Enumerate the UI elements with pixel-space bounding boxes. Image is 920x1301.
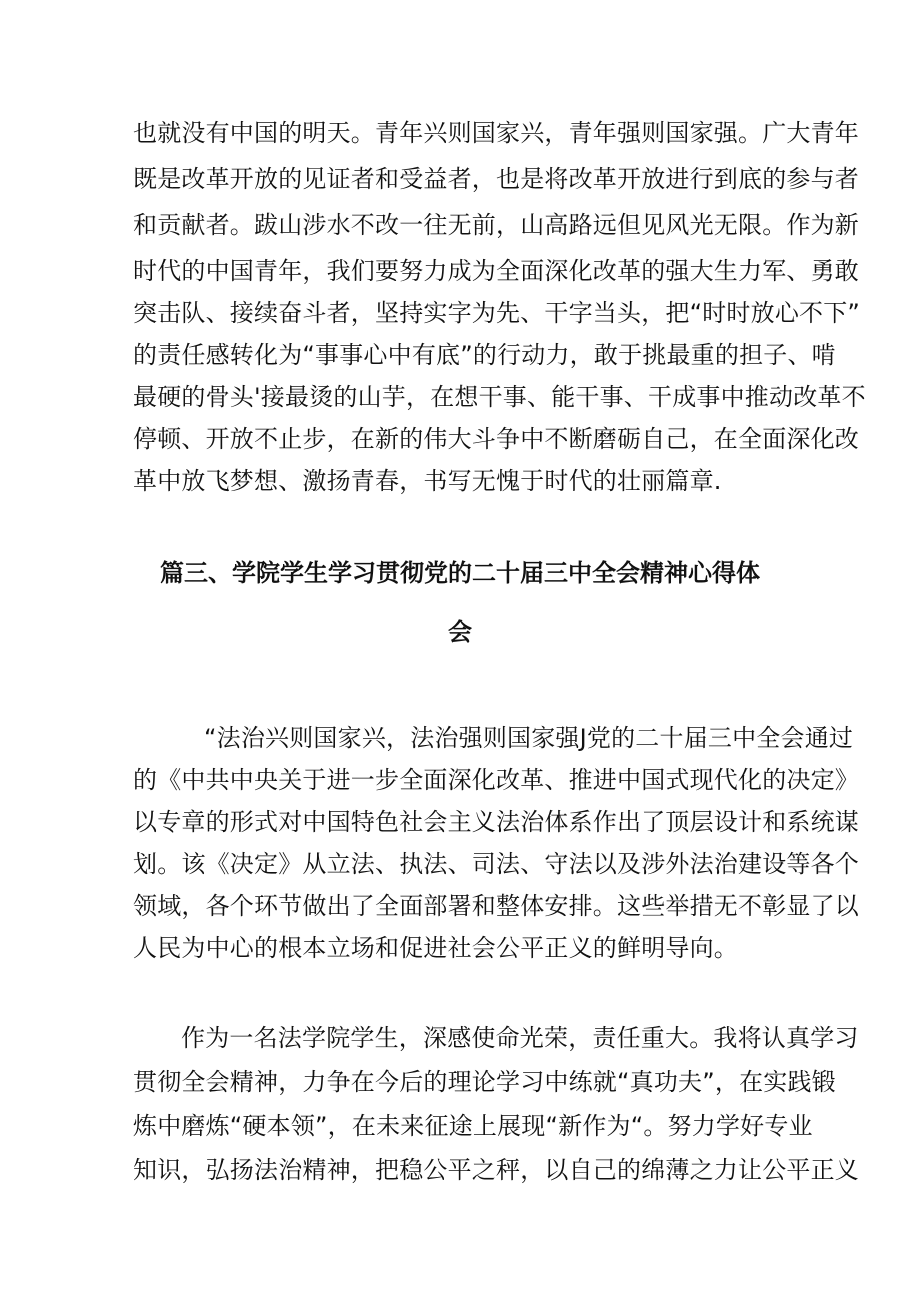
paragraph-1-line-4: 时代的中国青年，我们要努力成为全面深化改革的强大生力军、勇敢 [133,257,859,285]
section-title-line-1: 篇三、学院学生学习贯彻党的二十届三中全会精神心得体 [160,559,760,587]
section-title-line-2: 会 [448,618,472,646]
paragraph-1-line-7: 最硬的骨头'接最烫的山芋，在想干事、能干事、干成事中推动改革不 [133,383,866,411]
paragraph-1-line-5: 突击队、接续奋斗者，坚持实字为先、干字当头，把“时时放心不下” [133,299,861,327]
paragraph-2-line-3: 以专章的形式对中国特色社会主义法治体系作出了顶层设计和系统谋 [133,808,859,836]
paragraph-3-line-2: 贯彻全会精神，力争在今后的理论学习中练就“真功夫”，在实践锻 [133,1068,836,1096]
paragraph-1-line-8: 停顿、开放不止步，在新的伟大斗争中不断磨砺自己，在全面深化改 [133,425,859,453]
paragraph-2-line-2: 的《中共中央关于进一步全面深化改革、推进中国式现代化的决定》 [133,766,859,794]
paragraph-2-line-5: 领域，各个环节做出了全面部署和整体安排。这些举措无不彰显了以 [133,892,859,920]
paragraph-1-line-6: 的责任感转化为“事事心中有底”的行动力，敢于挑最重的担子、啃 [133,341,836,369]
paragraph-2-line-6: 人民为中心的根本立场和促进社会公平正义的鲜明导向。 [133,934,738,962]
paragraph-3-line-1: 作为一名法学院学生，深感使命光荣，责任重大。我将认真学习 [181,1024,859,1052]
paragraph-1-line-1: 也就没有中国的明天。青年兴则国家兴，青年强则国家强。广大青年 [133,119,859,147]
paragraph-3-line-3: 炼中磨炼“硬本领”，在未来征途上展现“新作为“。努力学好专业 [133,1112,813,1140]
paragraph-1-line-9: 革中放飞梦想、激扬青春，书写无愧于时代的壮丽篇章. [133,467,722,495]
paragraph-1-line-2: 既是改革开放的见证者和受益者，也是将改革开放进行到底的参与者 [133,165,859,193]
paragraph-3-line-4: 知识，弘扬法治精神，把稳公平之秤，以自己的绵薄之力让公平正义 [133,1156,859,1184]
paragraph-2-line-1: “法治兴则国家兴，法治强则国家强J党的二十届三中全会通过 [204,724,854,752]
paragraph-2-line-4: 划。该《决定》从立法、执法、司法、守法以及涉外法治建设等各个 [133,850,859,878]
paragraph-1-line-3: 和贡献者。跋山涉水不改一往无前，山高路远但见风光无限。作为新 [133,211,859,239]
